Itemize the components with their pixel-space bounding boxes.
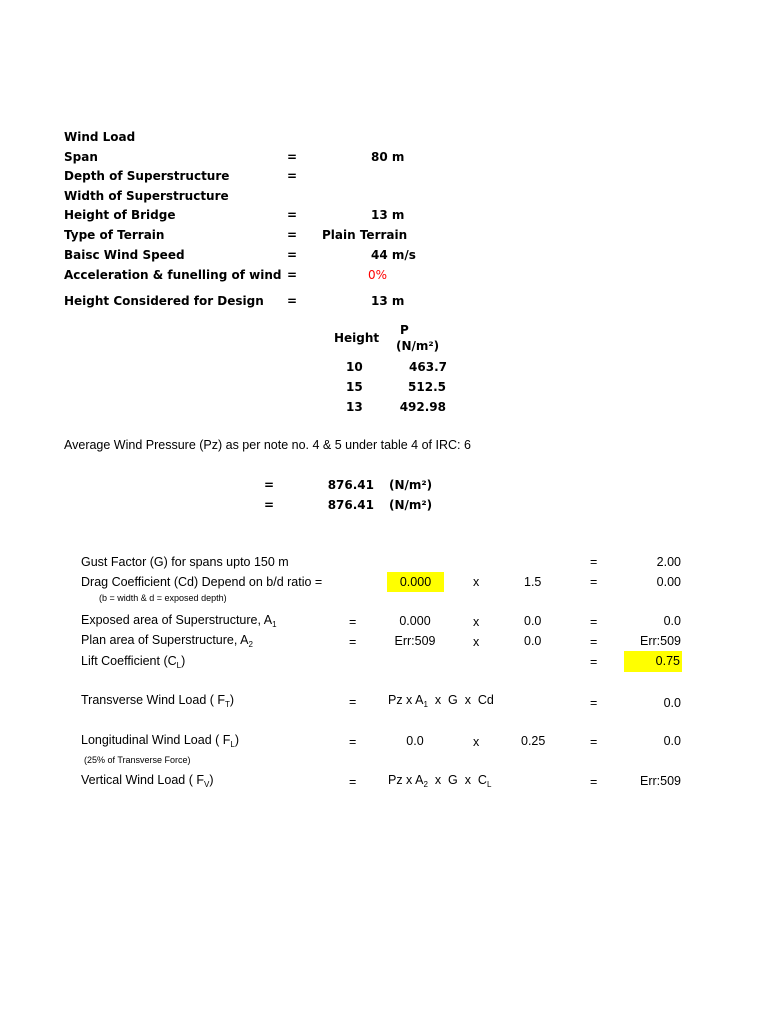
table-p-cell: 463.7 <box>409 360 447 374</box>
longitudinal-load-label: Longitudinal Wind Load ( $F_L$) <box>81 733 240 749</box>
drag-multiply: x <box>473 575 480 589</box>
exposed-eq: = <box>590 615 598 629</box>
design-height-value: 13 m <box>371 294 405 308</box>
span-value: 80 m <box>371 150 405 164</box>
table-height-cell: 13 <box>346 400 363 414</box>
vertical-result: Err:509 <box>640 774 681 788</box>
width-label: Width of Superstructure <box>64 189 229 203</box>
avg-pressure-note: Average Wind Pressure (Pz) as per note no. 4 & 5 under table 4 of IRC: 6 <box>64 438 471 452</box>
terrain-eq: = <box>287 228 298 242</box>
wind-speed-label: Baisc Wind Speed <box>64 248 185 262</box>
table-height-cell: 10 <box>346 360 363 374</box>
plan-result: Err:509 <box>640 634 681 648</box>
avg-pressure-unit: (N/m²) <box>389 498 433 512</box>
design-height-label: Height Considered for Design <box>64 294 264 308</box>
longitudinal-eq: = <box>590 735 598 749</box>
exposed-factor: 0.0 <box>524 614 542 628</box>
span-label: Span <box>64 150 98 164</box>
height-label: Height of Bridge <box>64 208 176 222</box>
terrain-label: Type of Terrain <box>64 228 165 242</box>
drag-coefficient-label: Drag Coefficient (Cd) Depend on b/d ratio = <box>81 575 323 589</box>
drag-coefficient-input[interactable]: 0.000 <box>387 572 444 592</box>
vertical-formula: Pz x $A_2$ x G x $C_L$ <box>388 773 492 789</box>
acceleration-value: 0% <box>368 268 388 282</box>
gust-factor-label: Gust Factor (G) for spans upto 150 m <box>81 555 289 569</box>
height-eq: = <box>287 208 298 222</box>
avg-pressure-unit: (N/m²) <box>389 478 433 492</box>
longitudinal-factor: 0.25 <box>521 734 546 748</box>
exposed-multiply: x <box>473 615 480 629</box>
section-title: Wind Load <box>64 130 136 144</box>
table-height-cell: 15 <box>346 380 363 394</box>
transverse-load-label: Transverse Wind Load ( $F_T$) <box>81 693 235 709</box>
depth-label: Depth of Superstructure <box>64 169 230 183</box>
wind-speed-value: 44 m/s <box>371 248 416 262</box>
table-p-cell: 492.98 <box>399 400 446 414</box>
exposed-result: 0.0 <box>663 614 681 628</box>
drag-factor: 1.5 <box>524 575 542 589</box>
vertical-load-label: Vertical Wind Load ( $F_V$) <box>81 773 214 789</box>
wind-speed-eq: = <box>287 248 298 262</box>
table-header-p-unit: (N/m²) <box>396 339 440 353</box>
table-header-p: P <box>400 323 409 337</box>
height-value: 13 m <box>371 208 405 222</box>
acceleration-eq: = <box>287 268 298 282</box>
exposed-area-value: 0.000 <box>399 614 431 628</box>
plan-eq: = <box>590 635 598 649</box>
lift-coefficient-input[interactable]: 0.75 <box>624 651 682 672</box>
longitudinal-note: (25% of Transverse Force) <box>84 755 191 765</box>
span-eq: = <box>287 150 298 164</box>
drag-note: (b = width & d = exposed depth) <box>99 593 227 603</box>
plan-factor: 0.0 <box>524 634 542 648</box>
lift-coefficient-label: Lift Coefficient $(C_L)$ <box>81 654 186 670</box>
avg-pressure-eq: = <box>264 498 275 512</box>
plan-multiply: x <box>473 635 480 649</box>
design-height-eq: = <box>287 294 298 308</box>
longitudinal-eq1: = <box>349 735 357 749</box>
exposed-area-label: Exposed area of Superstructure, $A_1$ <box>81 613 277 629</box>
terrain-value: Plain Terrain <box>322 228 408 242</box>
longitudinal-multiply: x <box>473 735 480 749</box>
avg-pressure-eq: = <box>264 478 275 492</box>
gust-factor-result: 2.00 <box>656 555 681 569</box>
gust-factor-eq: = <box>590 555 598 569</box>
transverse-formula: Pz x $A_1$ x G x Cd <box>388 693 494 709</box>
avg-pressure-value: 876.41 <box>327 498 374 512</box>
vertical-eq: = <box>590 775 598 789</box>
depth-eq: = <box>287 169 298 183</box>
plan-area-label: Plan area of Superstructure, $A_2$ <box>81 633 253 649</box>
plan-area-value: Err:509 <box>394 634 436 648</box>
table-p-cell: 512.5 <box>408 380 446 394</box>
exposed-area-eq1: = <box>349 615 357 629</box>
transverse-eq1: = <box>349 695 357 709</box>
acceleration-label: Acceleration & funelling of wind <box>64 268 282 282</box>
transverse-result: 0.0 <box>663 696 681 710</box>
drag-eq: = <box>590 575 598 589</box>
drag-result: 0.00 <box>656 575 681 589</box>
transverse-eq: = <box>590 696 598 710</box>
table-header-height: Height <box>334 331 380 345</box>
plan-area-eq1: = <box>349 635 357 649</box>
lift-eq: = <box>590 655 598 669</box>
vertical-eq1: = <box>349 775 357 789</box>
longitudinal-result: 0.0 <box>663 734 681 748</box>
longitudinal-value: 0.0 <box>406 734 424 748</box>
avg-pressure-value: 876.41 <box>327 478 374 492</box>
